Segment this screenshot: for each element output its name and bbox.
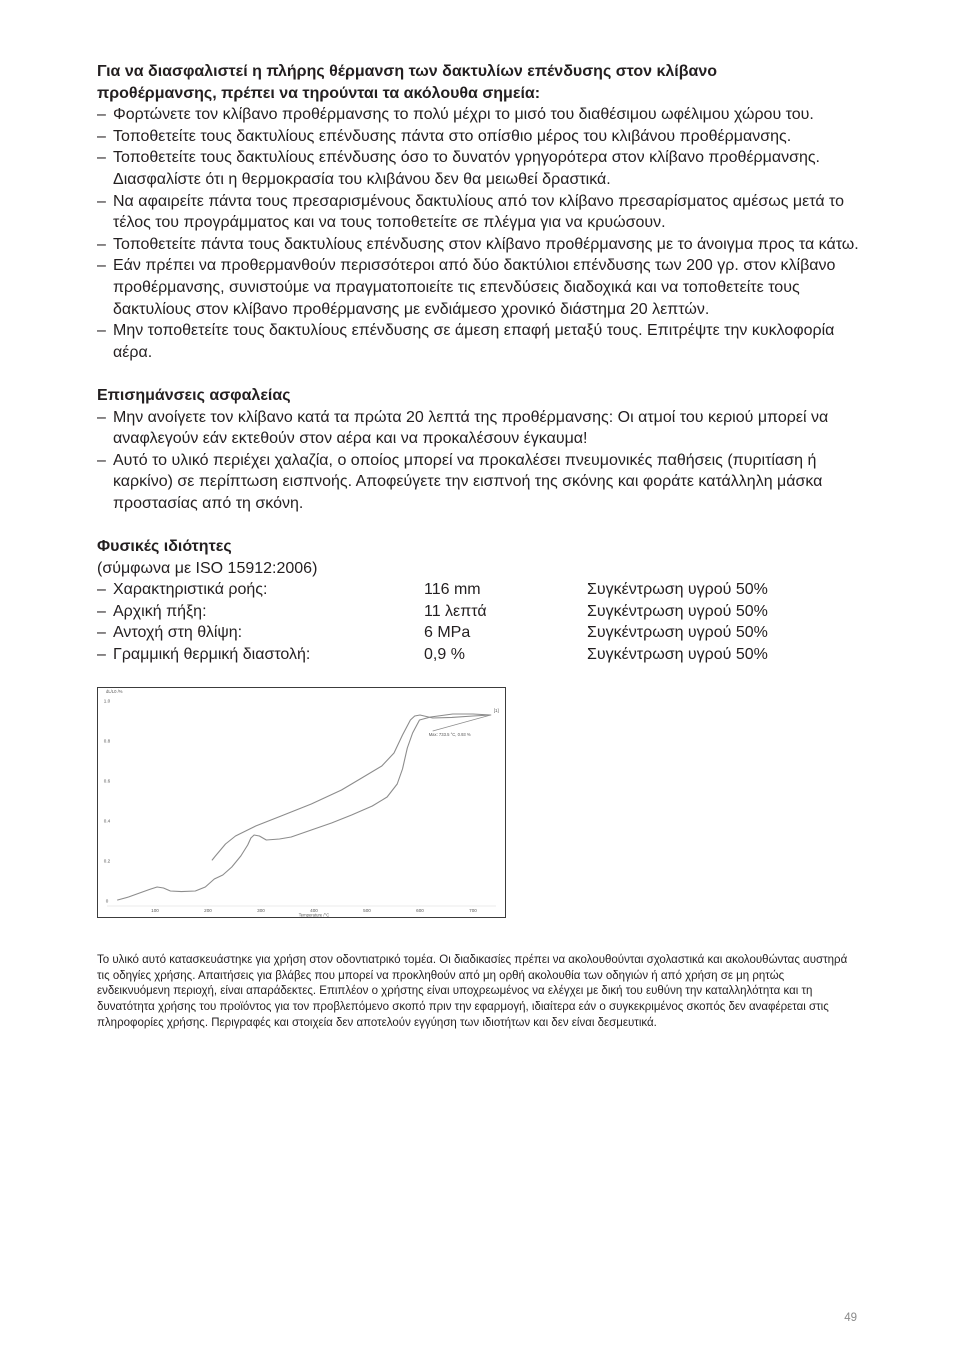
- list-bullet: –: [97, 257, 106, 275]
- list-item-text: Τοποθετείτε τους δακτυλίους επένδυσης πάντα στο οπίσθιο μέρος του κλιβάνου προθέρμανσης.: [113, 127, 792, 145]
- property-label-cell: [97, 601, 424, 623]
- list-item: [97, 255, 861, 320]
- y-tick-label: 0.8: [103, 738, 111, 744]
- property-row: [97, 644, 861, 666]
- list-bullet: –: [97, 149, 106, 167]
- max-annotation: Max: 733.5 °C, 0.93 %: [428, 731, 471, 737]
- list-item: [97, 234, 861, 256]
- curve-end-label: [1]: [493, 707, 499, 713]
- property-label: Γραμμική θερμική διαστολή:: [113, 646, 311, 664]
- property-label: Αρχική πήξη:: [113, 602, 207, 620]
- list-item-text: Τοποθετείτε τους δακτυλίους επένδυσης όσο το δυνατόν γρηγορότερα στον κλίβανο προθέρμανσης. Διασφαλίστε ότι η θερμοκρασία του κλιβάνου δεν θα μειωθεί δραστικά.: [113, 149, 820, 188]
- list-bullet: –: [97, 322, 106, 340]
- standard-note: (σύμφωνα με ISO 15912:2006): [97, 559, 318, 577]
- list-bullet: –: [97, 408, 106, 426]
- preheating-section: [97, 61, 861, 363]
- x-axis-label: Temperature /°C: [298, 912, 330, 918]
- preheating-heading: Για να διασφαλιστεί η πλήρης θέρμανση των δακτυλίων επένδυσης στον κλίβανο προθέρμανσης, πρέπει να τηρούνται τα ακόλουθα σημεία:: [97, 63, 717, 102]
- property-label: Αντοχή στη θλίψη:: [113, 624, 243, 642]
- list-bullet: –: [97, 624, 106, 642]
- property-condition: Συγκέντρωση υγρού 50%: [587, 624, 768, 642]
- chart-frame: [98, 687, 506, 917]
- list-item: [97, 191, 861, 234]
- y-tick-label: 0.4: [103, 818, 111, 824]
- property-value: 11 λεπτά: [424, 602, 487, 620]
- list-bullet: –: [97, 127, 106, 145]
- x-tick-label: 500: [363, 907, 371, 913]
- x-tick-label: 400: [310, 907, 318, 913]
- property-value: 116 mm: [424, 581, 481, 599]
- property-label-cell: [97, 579, 424, 601]
- list-bullet: –: [97, 581, 106, 599]
- list-item: [97, 320, 861, 363]
- property-condition: Συγκέντρωση υγρού 50%: [587, 581, 768, 599]
- x-tick-label: 200: [204, 907, 212, 913]
- list-item-text: Εάν πρέπει να προθερμανθούν περισσότεροι από δύο δακτύλιοι επένδυσης των 200 γρ. στον κλίβανο προθέρμανσης, συνιστούμε να πραγματοποιείτε τις επενδύσεις διαδοχικά και να τοποθετείτε τους δακτυλίους στον κλίβανο προθέρμανσης με ενδιάμεσο χρονικό διάστημα 20 λεπτών.: [113, 257, 836, 318]
- property-condition: Συγκέντρωση υγρού 50%: [587, 602, 768, 620]
- page-number: 49: [844, 1312, 857, 1324]
- list-bullet: –: [97, 646, 106, 664]
- list-item-text: Φορτώνετε τον κλίβανο προθέρμανσης το πολύ μέχρι το μισό του διαθέσιμου ωφέλιμου χώρου του.: [113, 106, 814, 124]
- property-label-cell: [97, 644, 424, 666]
- list-item: [97, 407, 861, 450]
- property-row: [97, 622, 861, 644]
- list-bullet: –: [97, 106, 106, 124]
- x-tick-label: 700: [469, 907, 477, 913]
- list-bullet: –: [97, 602, 106, 620]
- property-row: [97, 601, 861, 623]
- list-item: [97, 104, 861, 126]
- list-item: [97, 147, 861, 190]
- thermal-expansion-chart: [97, 687, 506, 918]
- properties-heading: Φυσικές ιδιότητες: [97, 538, 232, 556]
- safety-section: [97, 385, 861, 515]
- y-tick-label: 0.6: [103, 778, 111, 784]
- x-tick-label: 600: [416, 907, 424, 913]
- list-item-text: Μην τοποθετείτε τους δακτυλίους επένδυσης σε άμεση επαφή μεταξύ τους. Επιτρέψτε την κυκλοφορία αέρα.: [113, 322, 835, 361]
- y-tick-label: 1.0: [103, 698, 111, 704]
- list-item-text: Να αφαιρείτε πάντα τους πρεσαρισμένους δακτυλίους από τον κλίβανο πρεσαρίσματος αμέσως μετά το τέλος του προγράμματος και να τους τοποθετείτε σε πλέγμα για να κρυώσουν.: [113, 192, 845, 232]
- x-tick-label: 300: [257, 907, 265, 913]
- list-item-text: Τοποθετείτε πάντα τους δακτυλίους επένδυσης στον κλίβανο προθέρμανσης με το άνοιγμα προς τα κάτω.: [113, 235, 859, 253]
- y-axis-label: dL/L0 /%: [106, 688, 123, 694]
- property-condition: Συγκέντρωση υγρού 50%: [587, 646, 768, 664]
- property-label-cell: [97, 622, 424, 644]
- list-item: [97, 450, 861, 515]
- properties-section: [97, 536, 861, 666]
- list-bullet: –: [97, 192, 106, 210]
- property-value: 0,9 %: [424, 646, 465, 664]
- y-tick-label: 0: [105, 898, 109, 904]
- list-bullet: –: [97, 451, 106, 469]
- property-row: [97, 579, 861, 601]
- list-bullet: –: [97, 235, 106, 253]
- safety-heading: Επισημάνσεις ασφαλείας: [97, 386, 291, 404]
- disclaimer-text: Το υλικό αυτό κατασκευάστηκε για χρήση στον οδοντιατρικό τομέα. Οι διαδικασίες πρέπει να ακολουθούνται σχολαστικά και ακολουθώντας αυστηρά τις οδηγίες χρήσης. Απαιτήσεις για βλάβες που μπορεί να προκληθούν από μη ορθή ακολουθία των οδηγιών ή από χρήση σε μη ρητώς ενδεικνυόμενη περιοχή, είναι απαράδεκτες. Επιπλέον ο χρήστης είναι υποχρεωμένος να ελέγχει με δική του ευθύνη την καταλληλότητα και τη δυνατότητα χρήσης του προϊόντος για τον προβλεπόμενο σκοπό πριν την εφαρμογή, ιδιαίτερα εάν ο συγκεκριμένος σκοπός δεν αναφέρεται στις πληροφορίες χρήσης. Περιγραφές και στοιχεία δεν αποτελούν εγγύηση των ιδιοτήτων και δεν είναι δεσμευτικά.: [97, 953, 848, 1030]
- list-item-text: Αυτό το υλικό περιέχει χαλαζία, ο οποίος μπορεί να προκαλέσει πνευμονικές παθήσεις (πυριτίαση ή καρκίνο) σε περίπτωση εισπνοής. Αποφεύγετε την εισπνοή της σκόνης και φοράτε κατάλληλη μάσκα προστασίας από τη σκόνη.: [113, 451, 823, 512]
- property-label: Χαρακτηριστικά ροής:: [113, 581, 268, 599]
- list-item: [97, 126, 861, 148]
- list-item-text: Μην ανοίγετε τον κλίβανο κατά τα πρώτα 20 λεπτά της προθέρμανσης: Οι ατμοί του κεριού μπορεί να αναφλεγούν εάν εκτεθούν στον αέρα και να προκαλέσουν έγκαυμα!: [113, 408, 829, 448]
- page-content: [97, 61, 861, 1032]
- thermal-expansion-chart-svg: [97, 687, 506, 918]
- x-tick-label: 100: [151, 907, 159, 913]
- property-value: 6 MPa: [424, 624, 471, 642]
- y-tick-label: 0.2: [103, 858, 111, 864]
